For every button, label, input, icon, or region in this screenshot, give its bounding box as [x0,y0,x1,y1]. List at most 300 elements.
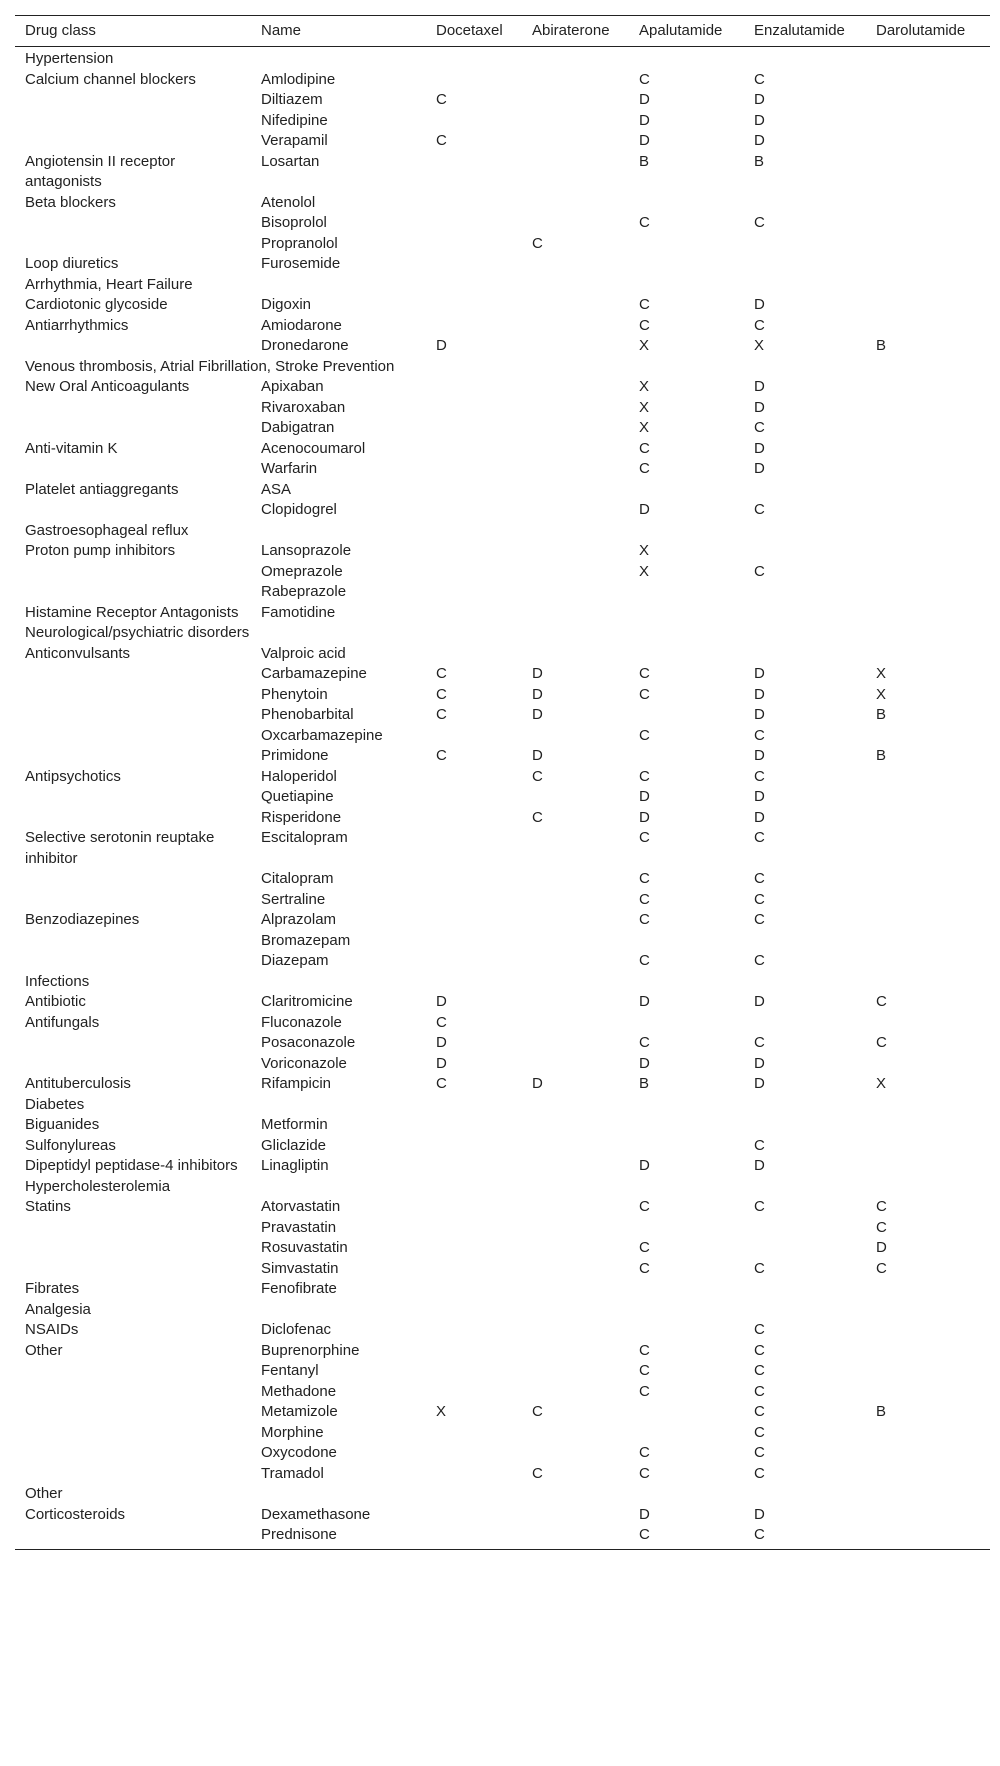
apalutamide-interaction-cell: X [639,398,650,416]
abiraterone-interaction-cell: D [532,706,543,723]
drug-class-cell [15,459,251,480]
table-row [15,644,990,665]
docetaxel-interaction-cell: C [436,747,447,764]
drug-name-cell: Morphine [261,1423,324,1441]
darolutamide-interaction-cell [866,910,990,931]
docetaxel-interaction-cell [426,398,522,419]
abiraterone-interaction-cell: C [532,1403,543,1420]
table-row [15,931,990,952]
apalutamide-interaction-cell: X [639,419,650,436]
apalutamide-interaction-cell: D [639,91,650,108]
table-row [15,1033,990,1054]
apalutamide-interaction-cell: C [639,1444,650,1461]
enzalutamide-interaction-cell: C [754,419,765,436]
docetaxel-interaction-cell [426,1443,522,1464]
table-row [15,808,990,829]
docetaxel-interaction-cell [426,1156,522,1177]
apalutamide-interaction-cell: C [639,460,650,477]
apalutamide-interaction-cell: D [639,808,650,826]
section-heading: Analgesia [25,1300,91,1318]
section-row [15,623,990,644]
table-row [15,1361,990,1382]
apalutamide-interaction-cell [629,603,744,624]
drug-class-cell: Antifungals [25,1013,100,1031]
abiraterone-interaction-cell [522,1197,629,1218]
table-row [15,1054,990,1075]
docetaxel-interaction-cell [426,1361,522,1382]
table-row [15,152,990,193]
darolutamide-interaction-cell [866,1464,990,1485]
drug-name-cell: Propranolol [261,234,338,252]
enzalutamide-interaction-cell: D [754,132,765,149]
darolutamide-interaction-cell [866,459,990,480]
table-row [15,890,990,911]
darolutamide-interaction-cell [866,295,990,316]
table-row [15,1013,990,1034]
abiraterone-interaction-cell [522,910,629,931]
docetaxel-interaction-cell [426,869,522,890]
drug-class-cell [15,869,251,890]
apalutamide-interaction-cell: B [639,152,650,170]
abiraterone-interaction-cell [522,931,629,952]
docetaxel-interaction-cell: C [436,665,447,682]
section-heading: Hypercholesterolemia [25,1177,171,1195]
abiraterone-interaction-cell [522,1033,629,1054]
drug-name-cell: Rosuvastatin [261,1239,348,1256]
abiraterone-interaction-cell [522,398,629,419]
header-enzalutamide: Enzalutamide [744,16,866,47]
table-row [15,992,990,1013]
drug-class-cell [15,746,251,767]
drug-name-cell: Primidone [261,747,329,764]
table-row [15,869,990,890]
table-row [15,480,990,501]
drug-name-cell: Diclofenac [261,1321,332,1338]
section-row [15,521,990,542]
enzalutamide-interaction-cell: D [754,378,765,395]
drug-class-cell: Anticonvulsants [25,644,131,662]
enzalutamide-interaction-cell [744,480,866,501]
enzalutamide-interaction-cell: B [754,152,765,170]
drug-name-cell: Quetiapine [261,788,334,805]
docetaxel-interaction-cell: X [436,1403,447,1420]
enzalutamide-interaction-cell: D [754,111,765,129]
drug-class-cell [15,398,251,419]
drug-name-cell: Valproic acid [261,644,346,662]
table-row [15,746,990,767]
drug-class-cell: Anti-vitamin K [25,439,118,457]
table-row [15,562,990,583]
docetaxel-interaction-cell [426,644,522,665]
section-heading: Hypertension [25,50,114,67]
abiraterone-interaction-cell [522,828,629,869]
header-abiraterone: Abiraterone [522,16,629,47]
docetaxel-interaction-cell [426,377,522,398]
docetaxel-interaction-cell [426,316,522,337]
drug-name-cell: ASA [261,480,292,498]
darolutamide-interaction-cell [866,1505,990,1526]
drug-name-cell: Acenocoumarol [261,439,366,457]
section-heading: Venous thrombosis, Atrial Fibrillation, Stroke Prevention [25,357,395,375]
darolutamide-interaction-cell [866,398,990,419]
apalutamide-interaction-cell: C [639,316,650,334]
drug-class-cell: Angiotensin II receptor antagonists [25,152,176,190]
darolutamide-interaction-cell [866,1341,990,1362]
enzalutamide-interaction-cell [744,234,866,255]
docetaxel-interaction-cell [426,213,522,234]
abiraterone-interaction-cell: C [532,808,543,826]
docetaxel-interaction-cell [426,1320,522,1341]
apalutamide-interaction-cell: D [639,788,650,805]
enzalutamide-interaction-cell: C [754,1136,765,1154]
docetaxel-interaction-cell [426,1382,522,1403]
drug-name-cell: Dabigatran [261,419,335,436]
abiraterone-interaction-cell [522,869,629,890]
abiraterone-interaction-cell: D [532,665,543,682]
apalutamide-interaction-cell: C [639,911,650,928]
darolutamide-interaction-cell [866,213,990,234]
drug-class-cell [15,951,251,972]
apalutamide-interaction-cell: C [639,1259,650,1277]
drug-class-cell: Antiarrhythmics [25,316,129,334]
docetaxel-interaction-cell [426,767,522,788]
apalutamide-interaction-cell: C [639,726,650,744]
abiraterone-interaction-cell [522,70,629,91]
darolutamide-interaction-cell: B [876,706,887,723]
drug-class-cell: Antibiotic [25,993,86,1010]
docetaxel-interaction-cell [426,910,522,931]
apalutamide-interaction-cell [629,705,744,726]
darolutamide-interaction-cell: C [876,1259,887,1277]
enzalutamide-interaction-cell: C [754,316,765,334]
apalutamide-interaction-cell [629,1115,744,1136]
enzalutamide-interaction-cell: D [754,993,765,1010]
darolutamide-interaction-cell [866,1279,990,1300]
apalutamide-interaction-cell [629,1279,744,1300]
darolutamide-interaction-cell [866,480,990,501]
apalutamide-interaction-cell: C [639,952,650,969]
docetaxel-interaction-cell [426,582,522,603]
drug-class-cell [15,890,251,911]
drug-class-cell: Other [25,1341,63,1359]
drug-class-cell [15,582,251,603]
darolutamide-interaction-cell [866,316,990,337]
enzalutamide-interaction-cell: C [754,1382,765,1400]
drug-class-cell [15,1259,251,1280]
drug-class-cell [15,931,251,952]
abiraterone-interaction-cell [522,1341,629,1362]
drug-class-cell [15,1443,251,1464]
table-row [15,1402,990,1423]
enzalutamide-interaction-cell [744,254,866,275]
darolutamide-interaction-cell [866,1361,990,1382]
abiraterone-interaction-cell [522,1320,629,1341]
drug-name-cell: Famotidine [261,603,336,621]
drug-name-cell: Atorvastatin [261,1198,341,1215]
table-row [15,541,990,562]
enzalutamide-interaction-cell: D [754,788,765,805]
abiraterone-interaction-cell: D [532,685,543,703]
table-row [15,377,990,398]
drug-class-cell [15,1464,251,1485]
abiraterone-interaction-cell [522,1361,629,1382]
enzalutamide-interaction-cell: D [754,439,765,457]
drug-class-cell [15,1033,251,1054]
drug-class-cell: Statins [25,1198,71,1215]
table-row [15,1156,990,1177]
darolutamide-interaction-cell [866,90,990,111]
enzalutamide-interaction-cell: C [754,1403,765,1420]
enzalutamide-interaction-cell: C [754,1423,765,1441]
drug-name-cell: Diazepam [261,952,329,969]
drug-class-cell [15,213,251,234]
enzalutamide-interaction-cell [744,582,866,603]
apalutamide-interaction-cell [629,1136,744,1157]
abiraterone-interaction-cell: C [532,767,543,785]
docetaxel-interaction-cell: C [436,132,447,149]
apalutamide-interaction-cell: C [639,70,650,88]
drug-name-cell: Warfarin [261,460,318,477]
enzalutamide-interaction-cell: C [744,1525,866,1549]
drug-class-cell [15,1423,251,1444]
abiraterone-interaction-cell [522,582,629,603]
table-row [15,459,990,480]
enzalutamide-interaction-cell: C [754,214,765,231]
drug-class-cell [15,418,251,439]
table-body [15,47,990,1550]
darolutamide-interaction-cell [866,562,990,583]
drug-name-cell: Pravastatin [261,1218,337,1236]
drug-class-cell: Cardiotonic glycoside [25,296,168,313]
drug-class-cell: Fibrates [25,1280,80,1297]
section-heading: Gastroesophageal reflux [25,521,189,539]
drug-class-cell: Corticosteroids [25,1505,126,1523]
table-row [15,1525,990,1549]
drug-class-cell [15,234,251,255]
table-row [15,767,990,788]
docetaxel-interaction-cell [426,828,522,869]
drug-class-cell [15,808,251,829]
apalutamide-interaction-cell: D [639,1505,650,1523]
drug-name-cell: Prednisone [251,1525,426,1549]
darolutamide-interaction-cell [866,377,990,398]
darolutamide-interaction-cell [866,951,990,972]
drug-class-cell [15,90,251,111]
section-row [15,972,990,993]
table-row [15,603,990,624]
abiraterone-interaction-cell [522,644,629,665]
enzalutamide-interaction-cell: C [754,1321,765,1338]
abiraterone-interaction-cell [522,1054,629,1075]
drug-class-cell: Biguanides [25,1116,100,1133]
section-row [15,1484,990,1505]
drug-class-cell: Dipeptidyl peptidase-4 inhibitors [25,1157,238,1174]
abiraterone-interaction-cell [522,726,629,747]
docetaxel-interaction-cell [426,951,522,972]
section-row [15,47,990,70]
darolutamide-interaction-cell: B [876,1403,887,1420]
enzalutamide-interaction-cell: C [754,1464,765,1482]
enzalutamide-interaction-cell: C [754,501,765,518]
drug-name-cell: Furosemide [261,255,341,272]
apalutamide-interaction-cell [629,644,744,665]
enzalutamide-interaction-cell: D [754,398,765,416]
drug-class-cell: Platelet antiaggregants [25,480,179,498]
darolutamide-interaction-cell [866,1525,990,1549]
abiraterone-interaction-cell [522,213,629,234]
docetaxel-interaction-cell [426,603,522,624]
abiraterone-interaction-cell [522,992,629,1013]
apalutamide-interaction-cell: C [639,1239,650,1256]
docetaxel-interaction-cell [426,152,522,193]
drug-name-cell: Posaconazole [261,1034,356,1051]
docetaxel-interaction-cell [426,1464,522,1485]
docetaxel-interaction-cell: D [436,337,447,354]
drug-name-cell: Buprenorphine [261,1341,360,1359]
enzalutamide-interaction-cell: D [754,296,765,313]
table-row [15,213,990,234]
abiraterone-interaction-cell [522,295,629,316]
darolutamide-interaction-cell [866,808,990,829]
enzalutamide-interaction-cell: C [754,870,765,887]
darolutamide-interaction-cell [866,828,990,869]
drug-class-cell [15,726,251,747]
docetaxel-interaction-cell: C [436,706,447,723]
apalutamide-interaction-cell: D [639,111,650,129]
drug-name-cell: Sertraline [261,890,326,908]
docetaxel-interaction-cell [426,541,522,562]
apalutamide-interaction-cell: C [639,1341,650,1359]
darolutamide-interaction-cell [866,254,990,275]
abiraterone-interaction-cell: C [532,1464,543,1482]
drug-class-cell: New Oral Anticoagulants [25,378,190,395]
enzalutamide-interaction-cell: C [754,726,765,744]
apalutamide-interaction-cell: C [639,890,650,908]
abiraterone-interaction-cell [522,1259,629,1280]
darolutamide-interaction-cell [866,1320,990,1341]
darolutamide-interaction-cell [866,1136,990,1157]
enzalutamide-interaction-cell [744,541,866,562]
abiraterone-interaction-cell [522,1505,629,1526]
enzalutamide-interaction-cell: C [754,1362,765,1379]
table-row [15,705,990,726]
enzalutamide-interaction-cell [744,193,866,214]
darolutamide-interaction-cell: D [876,1239,887,1256]
enzalutamide-interaction-cell: C [754,70,765,88]
header-darolutamide: Darolutamide [866,16,990,47]
apalutamide-interaction-cell: C [639,296,650,313]
drug-class-cell [15,111,251,132]
darolutamide-interaction-cell [866,193,990,214]
darolutamide-interaction-cell [866,890,990,911]
darolutamide-interaction-cell [866,1443,990,1464]
docetaxel-interaction-cell [426,1505,522,1526]
enzalutamide-interaction-cell: C [754,1444,765,1461]
darolutamide-interaction-cell: C [876,993,887,1010]
abiraterone-interaction-cell [522,1013,629,1034]
darolutamide-interaction-cell [866,1382,990,1403]
table-row [15,582,990,603]
darolutamide-interaction-cell: B [876,337,887,354]
table-row [15,1074,990,1095]
docetaxel-interaction-cell [426,418,522,439]
abiraterone-interaction-cell [522,1136,629,1157]
drug-name-cell: Metformin [261,1116,328,1133]
abiraterone-interaction-cell [522,1443,629,1464]
apalutamide-interaction-cell: C [639,870,650,887]
docetaxel-interaction-cell [426,1136,522,1157]
enzalutamide-interaction-cell: C [754,1341,765,1359]
enzalutamide-interaction-cell [744,931,866,952]
table-row [15,1505,990,1526]
drug-name-cell: Rifampicin [261,1075,332,1092]
drug-name-cell: Fenofibrate [261,1280,337,1297]
docetaxel-interaction-cell [426,439,522,460]
enzalutamide-interaction-cell [744,1238,866,1259]
apalutamide-interaction-cell: B [639,1075,650,1092]
abiraterone-interaction-cell [522,562,629,583]
abiraterone-interaction-cell [522,1423,629,1444]
apalutamide-interaction-cell: C [639,685,650,703]
table-row [15,418,990,439]
drug-name-cell: Fentanyl [261,1362,319,1379]
abiraterone-interaction-cell [522,890,629,911]
enzalutamide-interaction-cell: C [754,767,765,785]
drug-name-cell: Oxycodone [261,1444,337,1461]
enzalutamide-interaction-cell: D [754,91,765,108]
abiraterone-interaction-cell [522,603,629,624]
apalutamide-interaction-cell: X [639,562,650,580]
docetaxel-interaction-cell [426,1238,522,1259]
drug-class-cell: Beta blockers [25,193,116,211]
abiraterone-interaction-cell [522,439,629,460]
darolutamide-interaction-cell [866,1115,990,1136]
docetaxel-interaction-cell [426,1218,522,1239]
drug-name-cell: Losartan [261,152,320,170]
drug-class-cell [15,131,251,152]
enzalutamide-interaction-cell: C [754,890,765,908]
table-row [15,336,990,357]
table-row [15,111,990,132]
drug-name-cell: Gliclazide [261,1136,327,1154]
drug-name-cell: Claritromicine [261,993,353,1010]
apalutamide-interaction-cell: D [639,993,650,1010]
table-row [15,685,990,706]
table-row [15,1238,990,1259]
docetaxel-interaction-cell [426,787,522,808]
table-row [15,193,990,214]
docetaxel-interaction-cell [426,500,522,521]
apalutamide-interaction-cell [629,1402,744,1423]
docetaxel-interaction-cell [426,1525,522,1549]
drug-name-cell: Voriconazole [261,1054,347,1072]
darolutamide-interaction-cell [866,439,990,460]
section-heading: Diabetes [25,1095,85,1113]
docetaxel-interaction-cell [426,1341,522,1362]
drug-name-cell: Verapamil [261,132,328,149]
abiraterone-interaction-cell [522,1218,629,1239]
docetaxel-interaction-cell [426,1279,522,1300]
apalutamide-interaction-cell [629,746,744,767]
enzalutamide-interaction-cell: D [754,665,765,682]
header-name: Name [251,16,426,47]
darolutamide-interaction-cell: C [876,1218,887,1236]
table-row [15,828,990,869]
darolutamide-interaction-cell: X [876,685,887,703]
darolutamide-interaction-cell [866,787,990,808]
drug-name-cell: Oxcarbamazepine [261,726,383,744]
docetaxel-interaction-cell [426,1115,522,1136]
